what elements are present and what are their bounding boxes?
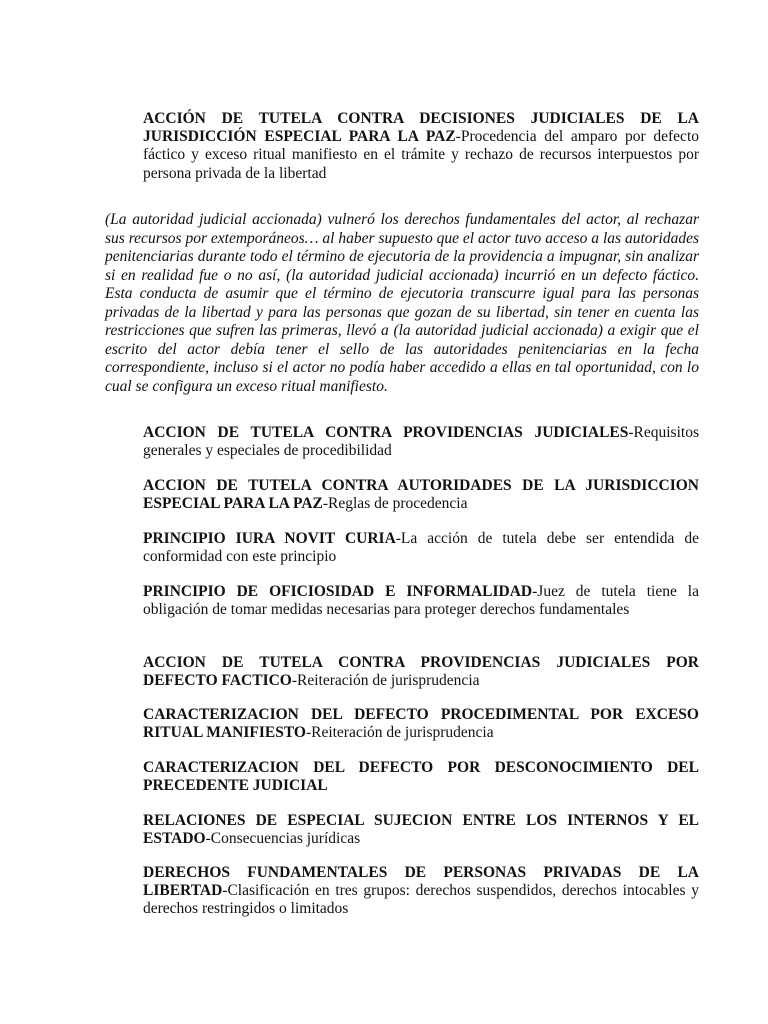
headnote-heading: ACCION DE TUTELA CONTRA AUTORIDADES DE LA JURISDICCION ESPECIAL PARA LA PAZ bbox=[143, 477, 699, 513]
headnote-text: -Reiteración de jurisprudencia bbox=[291, 672, 480, 690]
headnote-text: -Reiteración de jurisprudencia bbox=[305, 724, 494, 742]
headnote-heading: RELACIONES DE ESPECIAL SUJECION ENTRE LOS INTERNOS Y EL ESTADO bbox=[143, 812, 699, 848]
headnote-entry bbox=[143, 864, 699, 919]
headnote-entry bbox=[143, 530, 699, 566]
headnote-entry bbox=[143, 110, 699, 183]
headnote-entry bbox=[143, 477, 699, 513]
headnote-heading: DERECHOS FUNDAMENTALES DE PERSONAS PRIVADAS DE LA LIBERTAD bbox=[143, 864, 699, 900]
headnote-heading: ACCION DE TUTELA CONTRA PROVIDENCIAS JUDICIALES POR DEFECTO FACTICO bbox=[143, 654, 699, 690]
headnote-entry bbox=[143, 706, 699, 742]
headnote-heading: CARACTERIZACION DEL DEFECTO POR DESCONOCIMIENTO DEL PRECEDENTE JUDICIAL bbox=[143, 759, 699, 795]
headnote-text: -Reglas de procedencia bbox=[322, 495, 468, 513]
headnote-text: -Clasificación en tres grupos: derechos suspendidos, derechos intocables y derechos restringidos o limitados bbox=[143, 882, 699, 918]
headnote-heading: ACCION DE TUTELA CONTRA PROVIDENCIAS JUDICIALES bbox=[143, 424, 629, 441]
headnote-text: -Procedencia del amparo por defecto fáctico y exceso ritual manifiesto en el trámite y rechazo de recursos interpuestos por persona privada de la libertad bbox=[143, 128, 699, 182]
headnote-entry bbox=[143, 654, 699, 690]
headnote-heading: PRINCIPIO DE OFICIOSIDAD E INFORMALIDAD bbox=[143, 583, 533, 600]
quoted-excerpt: (La autoridad judicial accionada) vulneró los derechos fundamentales del actor, al rechazar sus recursos por extemporáneos… al haber supuesto que el actor tuvo acceso a las autoridades penitenciarias durante todo el término de ejecutoria de la providencia a impugnar, sin analizar si en realidad fue o no así, (la autoridad judicial accionada) incurrió en un defecto fáctico. Esta conducta de asumir que el término de ejecutoria transcurre igual para las personas privadas de la libertad y para las personas que gozan de su libertad, sin tener en cuenta las restricciones que sufren las primeras, llevó a (la autoridad judicial accionada) a exigir que el escrito del actor debía tener el sello de las autoridades penitenciarias en la fecha correspondiente, incluso si el actor no podía haber accedido a ellas en tal oportunidad, con lo cual se configura un exceso ritual manifiesto. bbox=[105, 211, 699, 395]
headnote-entry bbox=[143, 759, 699, 795]
headnote-text: -Requisitos generales y especiales de procedibilidad bbox=[143, 424, 699, 460]
headnote-heading: ACCIÓN DE TUTELA CONTRA DECISIONES JUDICIALES DE LA JURISDICCIÓN ESPECIAL PARA LA PAZ bbox=[143, 110, 699, 146]
headnote-entry bbox=[143, 583, 699, 619]
headnote-heading: PRINCIPIO IURA NOVIT CURIA bbox=[143, 530, 396, 547]
headnote-entry bbox=[143, 424, 699, 460]
headnote-entry bbox=[143, 812, 699, 848]
headnote-text: -Juez de tutela tiene la obligación de tomar medidas necesarias para proteger derechos fundamentales bbox=[143, 583, 699, 619]
headnote-text: -La acción de tutela debe ser entendida de conformidad con este principio bbox=[143, 530, 699, 566]
headnote-heading: CARACTERIZACION DEL DEFECTO PROCEDIMENTAL POR EXCESO RITUAL MANIFIESTO bbox=[143, 706, 699, 742]
headnote-text: -Consecuencias jurídicas bbox=[205, 830, 361, 848]
